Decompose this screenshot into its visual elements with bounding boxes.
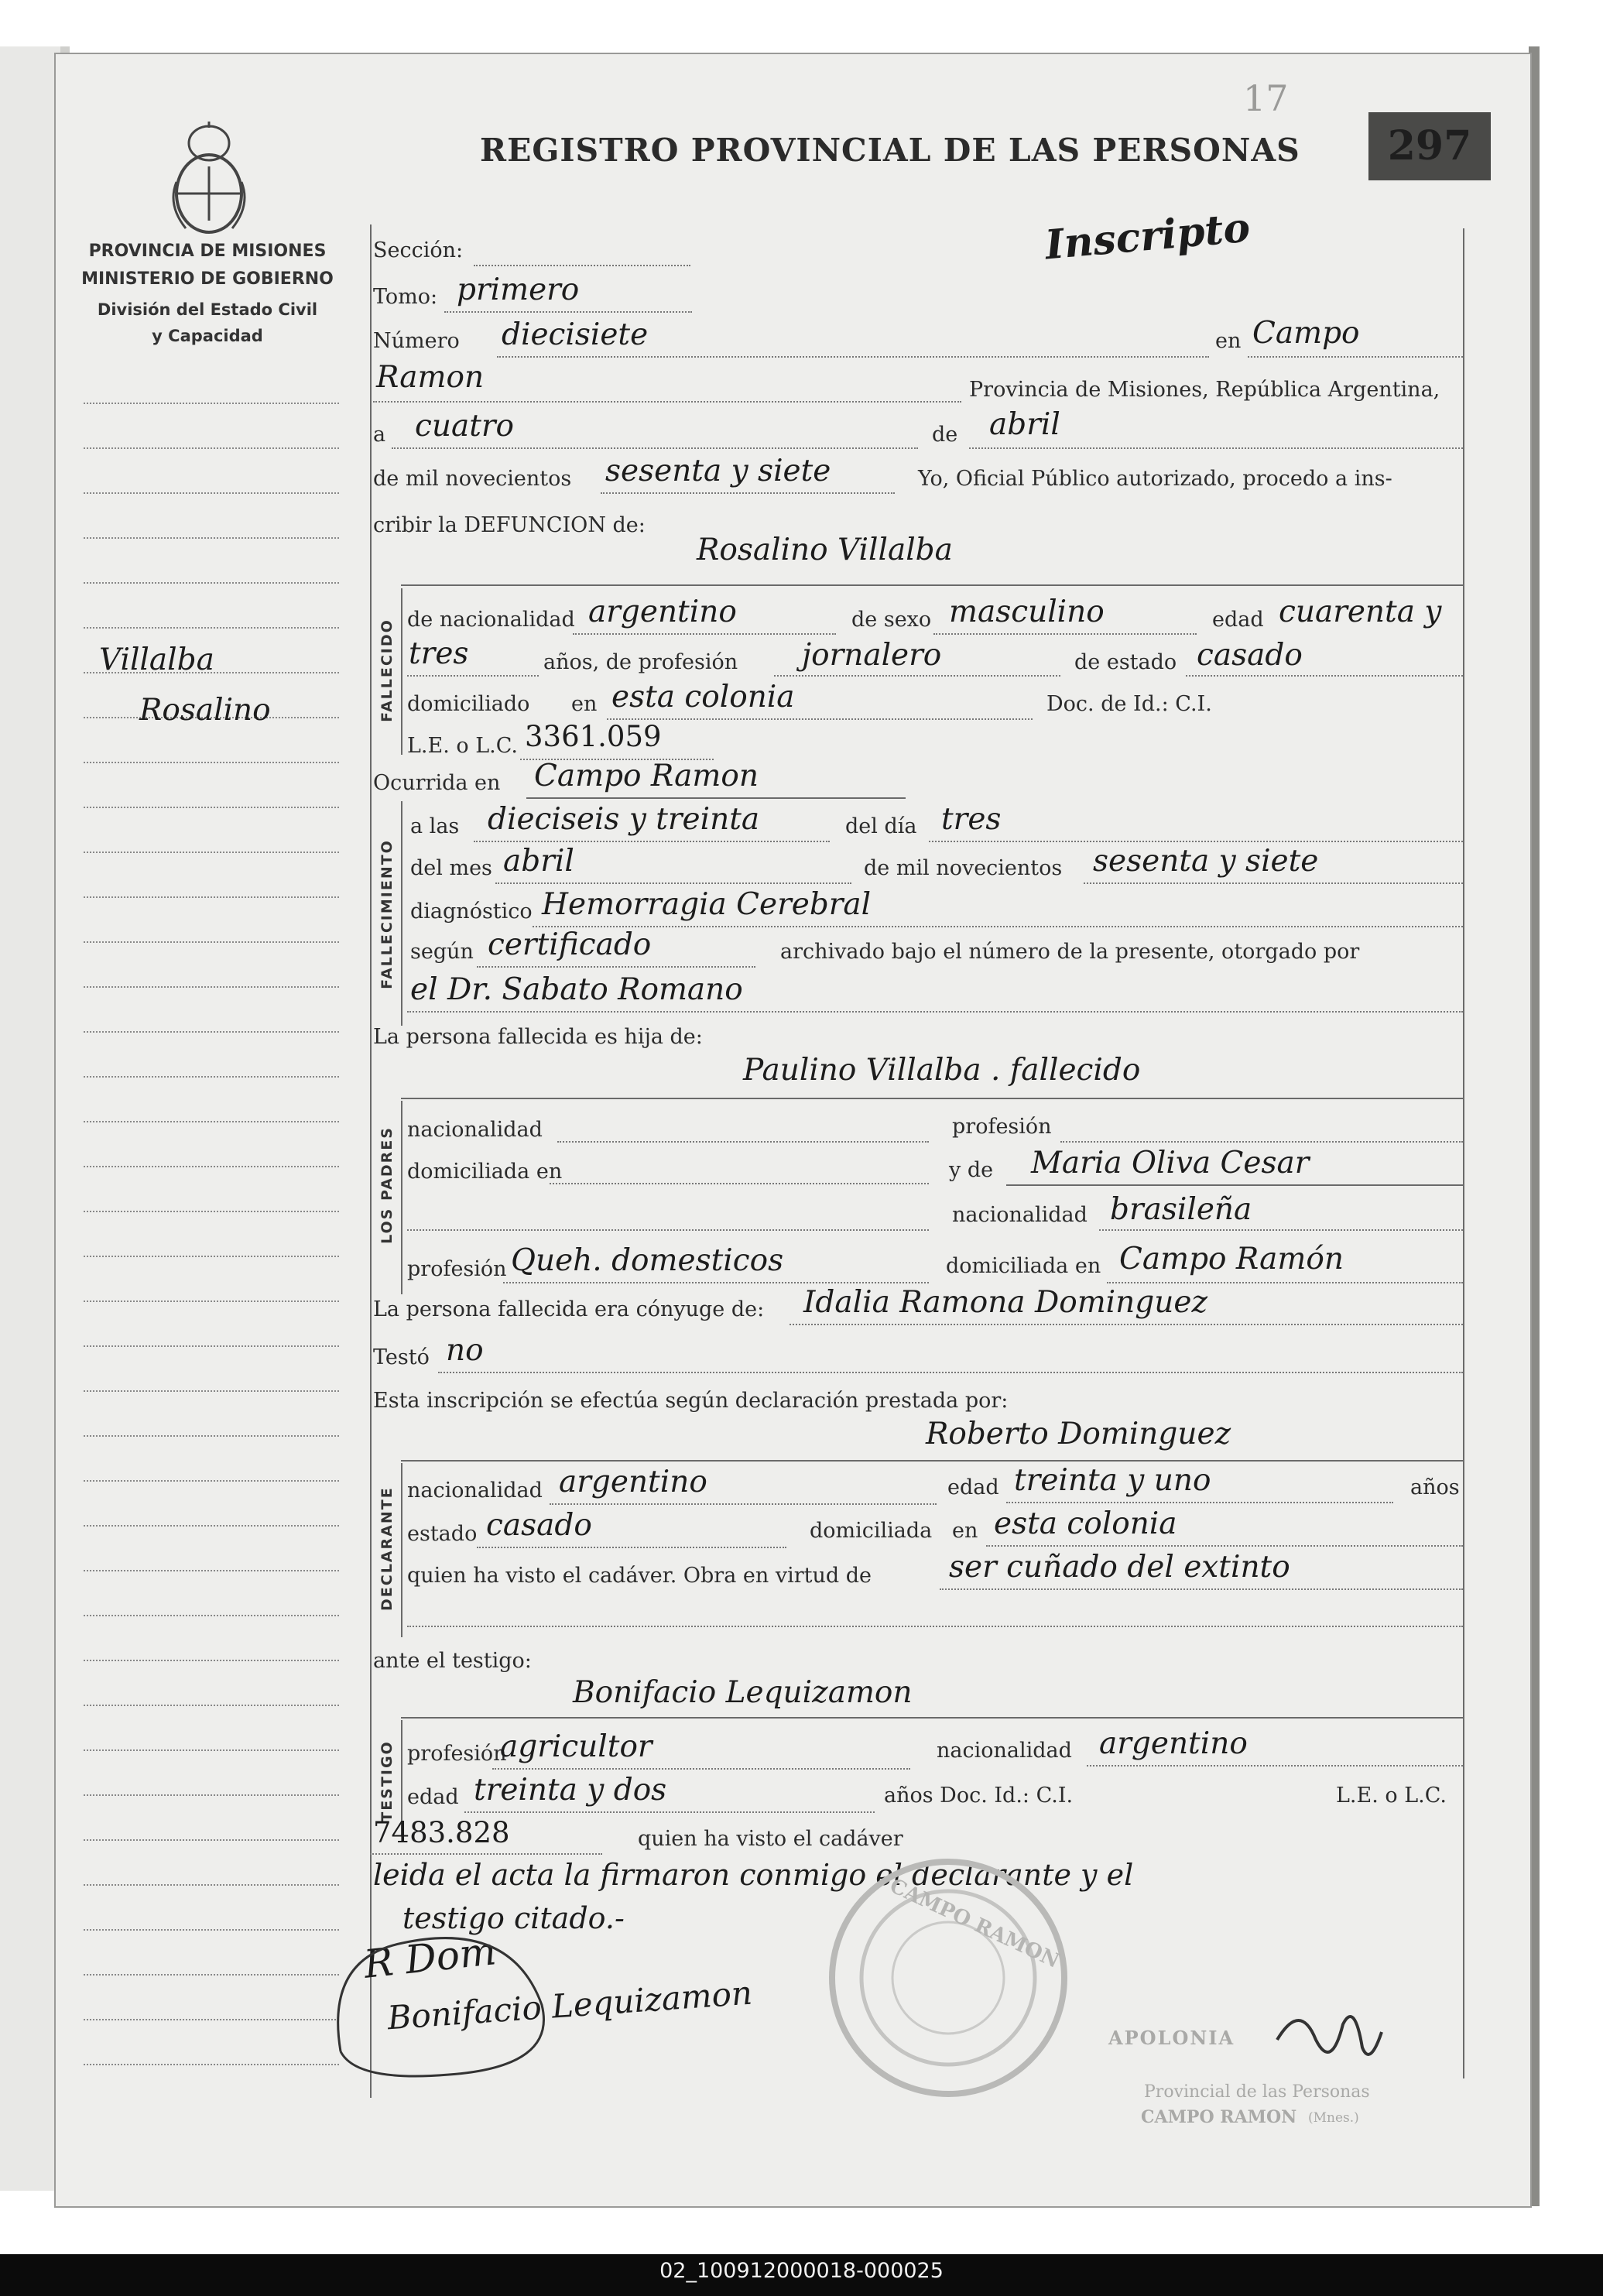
madre-domicilio-label: domiciliada en bbox=[946, 1254, 1101, 1278]
fallecimiento-side-label: FALLECIMIENTO bbox=[378, 839, 396, 989]
division-heading-2: y Capacidad bbox=[152, 327, 263, 345]
testigo-signature: Bonifacio Lequizamon bbox=[385, 1973, 754, 2037]
dia-value: tres bbox=[941, 802, 1002, 837]
margin-name: Rosalino bbox=[139, 693, 271, 728]
test-le-lc-label: L.E. o L.C. bbox=[1336, 1784, 1447, 1808]
ante-testigo-label: ante el testigo: bbox=[373, 1649, 532, 1673]
madre-nac-value: brasileña bbox=[1110, 1192, 1252, 1227]
test-profesion-label: profesión bbox=[407, 1742, 507, 1766]
madre-nacionalidad-label: nacionalidad bbox=[952, 1203, 1088, 1227]
a-las-label: a las bbox=[410, 814, 460, 838]
sexo-value: masculino bbox=[949, 595, 1105, 629]
test-lc-value: 7483.828 bbox=[373, 1816, 510, 1849]
ministry-heading: MINISTERIO DE GOBIERNO bbox=[81, 269, 334, 289]
le-lc-label: L.E. o L.C. bbox=[407, 734, 519, 758]
footer-id: 02_100912000018-000025 bbox=[659, 2259, 944, 2283]
oficial-text: Yo, Oficial Público autorizado, procedo a ins- bbox=[918, 467, 1392, 491]
ocurrida-label: Ocurrida en bbox=[373, 771, 501, 795]
mes-value: abril bbox=[503, 844, 574, 879]
madre-profesion-label: profesión bbox=[407, 1257, 507, 1281]
conyuge-value: Idalia Ramona Dominguez bbox=[803, 1285, 1207, 1320]
domicilio-en-label: en bbox=[571, 692, 598, 716]
test-anos-doc-label: años Doc. Id.: C.I. bbox=[884, 1784, 1074, 1808]
inscribir-text: cribir la DEFUNCION de: bbox=[373, 513, 646, 537]
profesion-value: jornalero bbox=[802, 638, 942, 673]
de-label: de bbox=[932, 423, 958, 447]
seal-text: CAMPO RAMON bbox=[885, 1874, 1064, 1973]
doc-id-label: Doc. de Id.: C.I. bbox=[1046, 692, 1212, 716]
coat-of-arms-icon bbox=[163, 120, 255, 236]
domicilio-value: esta colonia bbox=[611, 680, 795, 715]
declarante-value: Roberto Dominguez bbox=[926, 1417, 1231, 1451]
medico-value: el Dr. Sabato Romano bbox=[410, 972, 743, 1007]
official-seal-stamp bbox=[820, 1850, 1076, 2106]
decl-virtud-value: ser cuñado del extinto bbox=[949, 1550, 1290, 1585]
closing-line-2: testigo citado.- bbox=[402, 1901, 625, 1935]
signature-flourish bbox=[310, 1912, 588, 2090]
test-nacionalidad-label: nacionalidad bbox=[937, 1739, 1072, 1763]
anio2-value: sesenta y siete bbox=[1093, 844, 1319, 879]
diagnostico-label: diagnóstico bbox=[410, 900, 533, 924]
domiciliado-label: domiciliado bbox=[407, 692, 530, 716]
province-heading: PROVINCIA DE MISIONES bbox=[88, 242, 327, 261]
decl-estado-value: casado bbox=[486, 1508, 592, 1543]
edad2-value: tres bbox=[409, 636, 469, 671]
decl-en-label: en bbox=[952, 1519, 978, 1543]
test-visto-text: quien ha visto el cadáver bbox=[638, 1827, 903, 1851]
padre-nacionalidad-label: nacionalidad bbox=[407, 1118, 543, 1142]
official-place-2: (Mnes.) bbox=[1308, 2110, 1359, 2126]
decl-domiciliada-label: domiciliada bbox=[810, 1519, 933, 1543]
decl-visto-text: quien ha visto el cadáver. Obra en virtud de bbox=[407, 1564, 872, 1588]
lc-value: 3361.059 bbox=[525, 720, 662, 753]
del-mes-label: del mes bbox=[410, 856, 492, 880]
official-title: Provincial de las Personas bbox=[1144, 2082, 1370, 2102]
madre-value: Maria Oliva Cesar bbox=[1031, 1146, 1310, 1181]
decl-dom-value: esta colonia bbox=[994, 1506, 1177, 1541]
inscripcion-text: Esta inscripción se efectúa según declaración prestada por: bbox=[373, 1389, 1009, 1413]
decl-edad-label: edad bbox=[947, 1475, 999, 1499]
lugar2-value: Ramon bbox=[376, 360, 485, 395]
anos-profesion-label: años, de profesión bbox=[543, 650, 738, 674]
testo-label: Testó bbox=[373, 1345, 430, 1369]
declarante-signature: R Dom bbox=[361, 1928, 498, 1987]
conyuge-label: La persona fallecida era cónyuge de: bbox=[373, 1297, 765, 1321]
nacionalidad-value: argentino bbox=[588, 595, 737, 629]
declarante-side-label: DECLARANTE bbox=[378, 1486, 396, 1611]
estado-value: casado bbox=[1197, 638, 1303, 673]
del-dia-label: del día bbox=[845, 814, 917, 838]
small-page-number: 17 bbox=[1243, 77, 1289, 119]
test-nac-value: argentino bbox=[1099, 1726, 1248, 1761]
hija-de-label: La persona fallecida es hija de: bbox=[373, 1025, 703, 1049]
closing-line-1: leida el acta la firmaron conmigo el declarante y el bbox=[373, 1858, 1134, 1892]
a-dia-value: cuatro bbox=[415, 409, 515, 444]
diagnostico-value: Hemorragia Cerebral bbox=[542, 887, 872, 922]
official-place: CAMPO RAMON bbox=[1141, 2107, 1297, 2127]
madre-dom-value: Campo Ramón bbox=[1119, 1242, 1344, 1277]
numero-value: diecisiete bbox=[502, 317, 649, 352]
y-de-label: y de bbox=[949, 1158, 994, 1182]
testigo-side-label: TESTIGO bbox=[378, 1740, 396, 1822]
decl-edad-value: treinta y uno bbox=[1014, 1463, 1211, 1498]
padres-side-label: LOS PADRES bbox=[378, 1126, 396, 1244]
tomo-value: primero bbox=[457, 272, 580, 307]
tomo-label: Tomo: bbox=[373, 285, 438, 309]
sexo-label: de sexo bbox=[851, 608, 932, 632]
decl-nac-value: argentino bbox=[559, 1465, 707, 1499]
official-signature-icon bbox=[1269, 1993, 1385, 2078]
mil-nov-label-2: de mil novecientos bbox=[864, 856, 1063, 880]
decl-estado-label: estado bbox=[407, 1522, 478, 1546]
ocurrida-value: Campo Ramon bbox=[534, 759, 759, 793]
test-edad-value: treinta y dos bbox=[474, 1773, 667, 1808]
decl-nacionalidad-label: nacionalidad bbox=[407, 1479, 543, 1503]
edad-label: edad bbox=[1212, 608, 1264, 632]
testo-value: no bbox=[446, 1333, 484, 1368]
official-name: APOLONIA bbox=[1108, 2027, 1235, 2049]
fallecido-nombre: Rosalino Villalba bbox=[697, 533, 953, 567]
a-label: a bbox=[373, 423, 386, 447]
padre-domicilio-label: domiciliada en bbox=[407, 1160, 563, 1184]
division-heading: División del Estado Civil bbox=[97, 300, 318, 319]
seccion-label: Sección: bbox=[373, 238, 464, 262]
estado-label: de estado bbox=[1074, 650, 1177, 674]
edad-value: cuarenta y bbox=[1279, 595, 1442, 629]
segun-label: según bbox=[410, 940, 474, 964]
test-prof-value: agricultor bbox=[500, 1729, 653, 1764]
en-label: en bbox=[1215, 329, 1242, 353]
padre-profesion-label: profesión bbox=[952, 1115, 1052, 1139]
page-number-badge: 297 bbox=[1368, 112, 1491, 180]
margin-surname: Villalba bbox=[99, 643, 214, 677]
hora-value: dieciseis y treinta bbox=[488, 802, 760, 837]
anio-value: sesenta y siete bbox=[605, 454, 831, 488]
testigo-value: Bonifacio Lequizamon bbox=[573, 1675, 913, 1710]
padre-value: Paulino Villalba . fallecido bbox=[743, 1053, 1141, 1088]
lugar-value: Campo bbox=[1252, 316, 1360, 351]
test-edad-label: edad bbox=[407, 1785, 459, 1809]
nacionalidad-label: de nacionalidad bbox=[407, 608, 575, 632]
archivado-text: archivado bajo el número de la presente, otorgado por bbox=[780, 940, 1360, 964]
fallecido-side-label: FALLECIDO bbox=[378, 619, 396, 722]
segun-value: certificado bbox=[488, 927, 652, 962]
provincia-label: Provincia de Misiones, República Argentina, bbox=[969, 378, 1440, 402]
madre-prof-value: Queh. domesticos bbox=[511, 1243, 784, 1278]
mil-novecientos-label: de mil novecientos bbox=[373, 467, 572, 491]
inscripto-signature: Inscripto bbox=[1043, 204, 1252, 269]
page-title: REGISTRO PROVINCIAL DE LAS PERSONAS bbox=[480, 132, 1300, 169]
numero-label: Número bbox=[373, 329, 460, 353]
de-mes-value: abril bbox=[989, 407, 1060, 442]
decl-anos-label: años bbox=[1410, 1475, 1460, 1499]
